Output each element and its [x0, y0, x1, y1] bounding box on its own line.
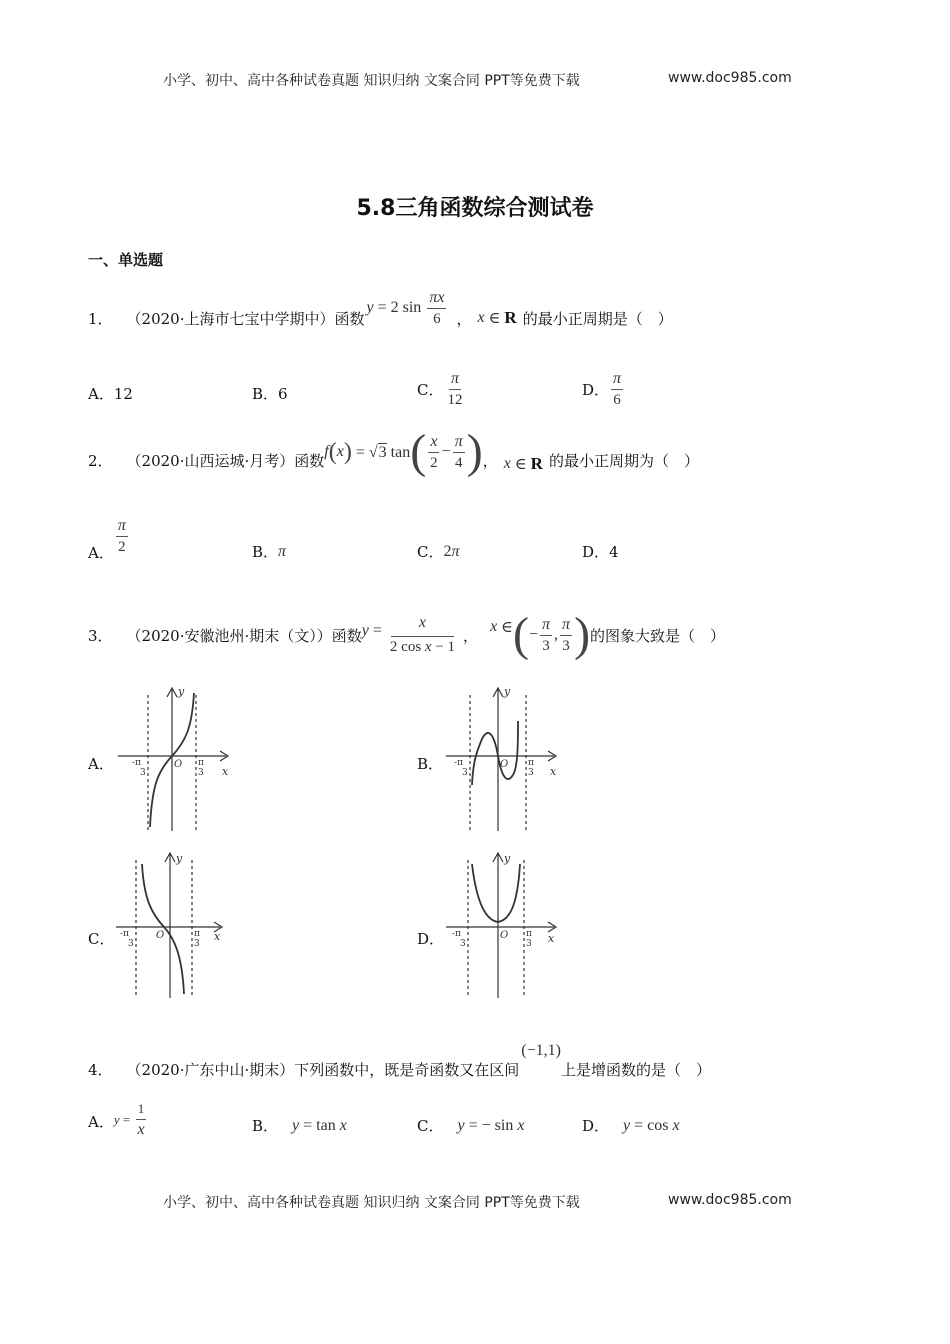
svg-text:-π: -π	[120, 929, 129, 939]
option-value-fraction: $\frac{\pi}{12}$	[447, 370, 463, 408]
question-4-num: 4．	[88, 1060, 113, 1079]
svg-text:π: π	[194, 929, 200, 939]
question-1: 1． （2020·上海市七宝中学期中）函数 y = 2 sin $\frac{\pi x}{6}$ ， x ∈ R 的最小正周期是（ ）	[88, 288, 673, 328]
svg-text:π: π	[526, 929, 532, 939]
y-label: y	[178, 685, 185, 698]
question-2-source: （2020·山西运城·月考）函数	[126, 451, 325, 470]
option-label: C．	[88, 930, 115, 948]
svg-text:y: y	[504, 685, 511, 698]
svg-text:x: x	[214, 930, 221, 943]
graph-option-c[interactable]	[112, 850, 242, 1000]
q1-option-b[interactable]	[252, 383, 288, 404]
question-1-suffix: 的最小正周期是（ ）	[522, 309, 673, 328]
option-value-fraction: $\frac{\pi}{2}$	[117, 517, 126, 555]
section-heading: 一、单选题	[88, 251, 164, 269]
q1-option-a[interactable]	[88, 383, 133, 404]
svg-text:x: x	[550, 765, 557, 778]
origin-label: O	[174, 759, 183, 770]
q3-option-c[interactable]	[88, 928, 114, 949]
svg-text:y: y	[504, 852, 511, 865]
page-title: 5.8三角函数综合测试卷	[356, 196, 594, 221]
svg-text:π: π	[528, 758, 534, 768]
option-label: D．	[582, 543, 610, 561]
option-label: B．	[417, 755, 444, 773]
option-label: A．	[88, 385, 114, 403]
q4-option-b[interactable]: B． y = tan x	[252, 1116, 347, 1135]
question-3: 3． （2020·安徽池州·期末（文））函数 y = $\frac{x}{\text{2 cos x − 1}}$ ， x ∈ ( − $\frac{\pi}{3}$ , $\frac{\pi}{3}$ ) 的图象大致是（ ）	[88, 608, 726, 661]
tick-pos: π	[198, 758, 204, 768]
question-3-domain: x ∈ ( − $\frac{\pi}{3}$ , $\frac{\pi}{3}$ )	[490, 608, 591, 661]
svg-text:3: 3	[194, 939, 200, 949]
svg-text:3: 3	[128, 939, 134, 949]
graph-option-b[interactable]	[440, 685, 570, 833]
svg-text:3: 3	[460, 939, 466, 949]
option-label: B．	[252, 385, 279, 403]
svg-text:-π: -π	[454, 758, 463, 768]
question-4-source: （2020·广东中山·期末）下列函数中，既是奇函数又在区间	[126, 1060, 520, 1079]
option-label: B．	[252, 543, 279, 561]
question-4	[88, 1036, 711, 1086]
question-2-num: 2．	[88, 451, 113, 470]
option-value: 6	[278, 384, 288, 403]
question-1-source: （2020·上海市七宝中学期中）函数	[126, 309, 365, 328]
q2-option-a[interactable]	[88, 517, 130, 562]
option-value: 4	[609, 542, 619, 561]
q4-option-d[interactable]: D． y = cos x	[582, 1116, 680, 1135]
curve	[472, 721, 518, 785]
option-label: D．	[582, 1117, 610, 1135]
svg-text:3: 3	[526, 939, 532, 949]
option-label: B．	[252, 1117, 279, 1135]
svg-text:3: 3	[140, 768, 146, 778]
question-3-formula: y = $\frac{x}{\text{2 cos x − 1}}$	[361, 614, 456, 655]
option-label: A．	[88, 755, 114, 773]
svg-text:3: 3	[528, 768, 534, 778]
graph-option-d[interactable]	[440, 850, 570, 1000]
q4-option-c[interactable]: C． y = − sin x	[417, 1116, 525, 1135]
question-1-num: 1．	[88, 309, 113, 328]
svg-text:y: y	[176, 852, 183, 865]
header-promo: 小学、初中、高中各种试卷真题 知识归纳 文案合同 PPT等免费下载	[163, 73, 580, 89]
q2-option-b[interactable]	[252, 541, 286, 562]
question-3-source: （2020·安徽池州·期末（文））函数	[126, 626, 362, 645]
option-label: A．	[88, 1113, 114, 1131]
svg-text:O: O	[500, 759, 509, 770]
x-label: x	[222, 765, 229, 778]
svg-text:O: O	[156, 930, 165, 941]
option-label: D．	[582, 381, 610, 399]
option-label: C．	[417, 543, 444, 561]
option-label: D．	[417, 930, 445, 948]
question-3-num: 3．	[88, 626, 113, 645]
svg-text:-π: -π	[452, 929, 461, 939]
question-4-suffix: 上是增函数的是（ ）	[560, 1060, 711, 1079]
q4-option-a[interactable]: A． y = $\frac{1}{x}$	[88, 1101, 145, 1138]
question-2: 2． （2020·山西运城·月考）函数 f ( x ) = √3 tan ( $\frac{x}{2}$ − $\frac{\pi}{4}$ ) ， x ∈ R 的最小正周期为（ ）	[88, 425, 699, 478]
q1-option-c[interactable]	[417, 370, 466, 409]
footer-url[interactable]: www.doc985.com	[668, 1192, 792, 1208]
svg-text:3: 3	[462, 768, 468, 778]
svg-text:O: O	[500, 930, 509, 941]
question-2-formula: f ( x ) = √3 tan ( $\frac{x}{2}$ − $\frac{\pi}{4}$ )	[324, 425, 483, 478]
q2-option-d[interactable]	[582, 541, 619, 562]
option-label: C．	[417, 1117, 444, 1135]
option-label: A．	[88, 544, 114, 562]
option-value-2pi: 2π	[443, 542, 460, 560]
question-3-suffix: 的图象大致是（ ）	[590, 626, 726, 645]
option-value: 12	[113, 384, 133, 403]
q1-option-d[interactable]	[582, 370, 625, 409]
question-2-suffix: 的最小正周期为（ ）	[548, 451, 699, 470]
option-value-fraction: $\frac{\pi}{6}$	[613, 370, 622, 408]
tick-neg: -π	[132, 758, 141, 768]
option-value-pi: π	[278, 542, 287, 560]
header-url[interactable]: www.doc985.com	[668, 70, 792, 86]
svg-text:3: 3	[198, 768, 204, 778]
svg-text:x: x	[548, 932, 555, 945]
q3-option-a[interactable]	[88, 753, 114, 774]
graph-option-a[interactable]	[112, 685, 242, 833]
q2-option-c[interactable]	[417, 541, 460, 562]
footer-promo: 小学、初中、高中各种试卷真题 知识归纳 文案合同 PPT等免费下载	[163, 1195, 580, 1211]
question-4-interval: (−1,1)	[521, 1042, 561, 1059]
option-label: C．	[417, 381, 444, 399]
question-1-formula: y = 2 sin $\frac{\pi x}{6}$	[366, 288, 445, 327]
